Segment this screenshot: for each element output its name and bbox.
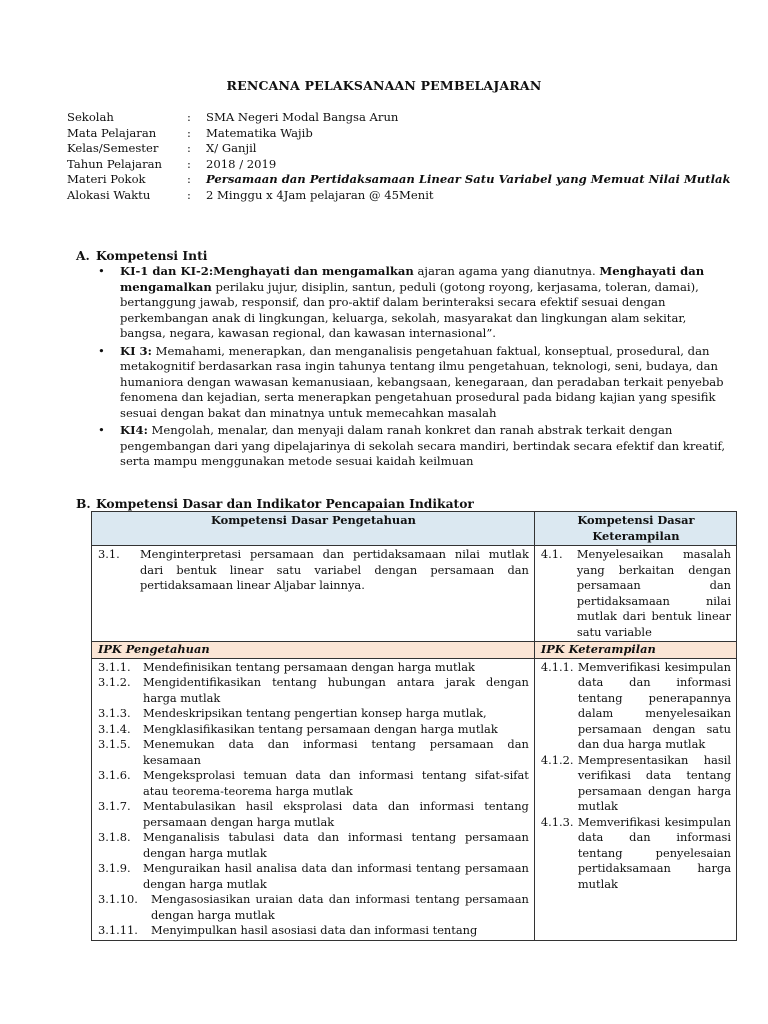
info-colon: : [187, 187, 191, 202]
kd-text: Menyelesaikan masalah yang berkaitan dengan persamaan dan pertidaksamaan nilai mutlak dari bentuk linear satu variable [576, 547, 731, 639]
ipk-number: 3.1.3. [98, 706, 131, 720]
ipk-item [98, 737, 529, 768]
competency-table [91, 511, 737, 941]
ipk-knowledge-label: IPK Pengetahuan [92, 642, 535, 659]
bullet-bold: Menghayati dan mengamalkan [120, 264, 705, 294]
ipk-number: 4.1.1. [540, 659, 574, 674]
info-block [67, 110, 733, 203]
table-header-skill: Kompetensi Dasar Keterampilan [534, 512, 736, 546]
ipk-text: Memverifikasi kesimpulan data dan informasi tentang penerapannya dalam menyelesaikan persamaan dengan satu dan dua harga mutlak [577, 659, 731, 751]
ipk-item [98, 675, 529, 706]
info-label: Alokasi Waktu [67, 187, 151, 202]
ipk-text: Mempresentasikan hasil verifikasi data tentang persamaan dengan harga mutlak [577, 752, 731, 813]
core-competency-list [98, 264, 732, 472]
table-cell [534, 546, 736, 642]
table-cell [534, 658, 736, 940]
bullet-lead: KI4: [120, 423, 148, 437]
list-item [98, 423, 732, 470]
ipk-text: Menguraikan hasil analisa data dan informasi tentang persamaan dengan harga mutlak [143, 861, 529, 891]
info-label: Sekolah [67, 110, 114, 124]
ipk-number: 3.1.4. [98, 721, 131, 736]
bullet-text: perilaku jujur, disiplin, santun, peduli (gotong royong, kerjasama, toleran, damai), bertanggung jawab, responsif, dan pro-aktif dalam berinteraksi secara efektif sesuai dengan perkembangan anak di lingkungan, keluarga, sekolah, masyarakat dan lingkungan alam sekitar, bangsa, negara, kawasan regional, dan kawasan internasional”. [120, 279, 699, 340]
section-title: Kompetensi Inti [96, 248, 208, 263]
bullet-icon: • [98, 423, 105, 437]
ipk-item [98, 799, 529, 830]
info-row-topic [67, 172, 733, 188]
document-title: RENCANA PELAKSANAAN PEMBELAJARAN [226, 78, 542, 93]
table-cell [92, 658, 535, 940]
bullet-icon: • [98, 264, 105, 278]
table-header-knowledge: Kompetensi Dasar Pengetahuan [92, 512, 535, 546]
list-item [98, 264, 732, 342]
ipk-number: 3.1.2. [98, 675, 131, 689]
kd-number: 4.1. [540, 547, 563, 561]
ipk-text: Mengklasifikasikan tentang persamaan dengan harga mutlak [143, 721, 498, 736]
info-label: Tahun Pelajaran [67, 156, 163, 171]
ipk-number: 3.1.9. [98, 861, 131, 875]
section-letter: B. [76, 496, 91, 511]
ipk-number: 3.1.7. [98, 799, 131, 813]
info-value: Persamaan dan Pertidaksamaan Linear Satu Variabel yang Memuat Nilai Mutlak [206, 172, 731, 186]
ipk-item [98, 706, 529, 722]
ipk-item [98, 768, 529, 799]
ipk-number: 3.1.5. [98, 737, 131, 751]
ipk-text: Mendeskripsikan tentang pengertian konsep harga mutlak, [143, 706, 487, 720]
info-label: Materi Pokok [67, 172, 146, 186]
table-row-ipk-heading [92, 642, 737, 659]
ipk-text: Mentabulasikan hasil eksprolasi data dan informasi tentang persamaan dengan harga mutlak [143, 799, 529, 829]
info-colon: : [187, 110, 191, 124]
bullet-text: Memahami, menerapkan, dan menganalisis pengetahuan faktual, konseptual, prosedural, dan metakognitif berdasarkan rasa ingin tahunya tentang ilmu pengetahuan, teknologi, seni, budaya, dan humaniora dengan wawasan kemanusiaan, kebangsaan, kenegaraan, dan peradaban terkait penyebab fenomena dan kejadian, serta menerapkan pengetahuan prosedural pada bidang kajian yang spesifik sesuai dengan bakat dan minatnya untuk memecahkan masalah [120, 343, 724, 420]
table-cell [92, 546, 535, 642]
kd-skill-item [541, 547, 731, 640]
info-row-subject [67, 126, 733, 142]
ipk-number: 3.1.6. [98, 768, 131, 782]
bullet-text: ajaran agama yang dianutnya. [413, 264, 600, 278]
ipk-item [541, 660, 731, 753]
ipk-text: Menyimpulkan hasil asosiasi data dan informasi tentang [151, 923, 478, 937]
ipk-text: Mengasosiasikan uraian data dan informasi tentang persamaan dengan harga mutlak [151, 892, 529, 922]
bullet-text: Mengolah, menalar, dan menyaji dalam ranah konkret dan ranah abstrak terkait dengan pengembangan dari yang dipelajarinya di sekolah secara mandiri, bertindak secara efektif dan kreatif, serta mampu menggunakan metode sesuai kaidah keilmuan [120, 423, 726, 468]
ipk-item [98, 892, 529, 923]
bullet-lead: KI-1 dan KI-2:Menghayati dan mengamalkan [120, 264, 414, 278]
ipk-number: 3.1.11. [98, 923, 138, 937]
info-label: Kelas/Semester [67, 141, 159, 155]
ipk-text: Mengidentifikasikan tentang hubungan antara jarak dengan harga mutlak [143, 675, 529, 705]
ipk-number: 3.1.10. [98, 892, 138, 906]
ipk-text: Menemukan data dan informasi tentang persamaan dan kesamaan [143, 737, 529, 767]
info-colon: : [187, 141, 191, 155]
kd-knowledge-item [98, 547, 529, 594]
table-header-row [92, 512, 737, 546]
info-row-time [67, 188, 733, 204]
info-value: X/ Ganjil [206, 141, 257, 155]
ipk-item [98, 830, 529, 861]
section-letter: A. [76, 248, 90, 263]
list-item [98, 344, 732, 422]
section-a-heading [76, 248, 207, 264]
ipk-item [98, 861, 529, 892]
ipk-text: Memverifikasi kesimpulan data dan informasi tentang penyelesaian pertidaksamaan harga mutlak [577, 814, 731, 891]
info-label: Mata Pelajaran [67, 125, 157, 140]
ipk-item [98, 722, 529, 738]
ipk-item [98, 660, 529, 676]
ipk-text: Menganalisis tabulasi data dan informasi tentang persamaan dengan harga mutlak [143, 830, 529, 860]
info-row-class [67, 141, 733, 157]
info-value: Matematika Wajib [206, 125, 313, 140]
info-row-school [67, 110, 733, 126]
ipk-number: 3.1.1. [98, 659, 131, 674]
ipk-skill-label: IPK Keterampilan [534, 642, 736, 659]
table-row [92, 546, 737, 642]
section-b-heading [76, 496, 474, 512]
ipk-text: Mendefinisikan tentang persamaan dengan harga mutlak [143, 659, 475, 674]
info-row-year [67, 157, 733, 173]
ipk-item [98, 923, 529, 939]
info-value: 2 Minggu x 4Jam pelajaran @ 45Menit [206, 187, 434, 202]
bullet-lead: KI 3: [120, 343, 152, 358]
ipk-number: 4.1.2. [540, 752, 574, 767]
table-row [92, 658, 737, 940]
bullet-icon: • [98, 343, 105, 358]
kd-number: 3.1. [98, 547, 120, 561]
section-title: Kompetensi Dasar dan Indikator Pencapaian Indikator [96, 496, 474, 511]
ipk-item [541, 753, 731, 815]
info-colon: : [187, 125, 191, 140]
info-value: 2018 / 2019 [206, 156, 277, 171]
ipk-item [541, 815, 731, 893]
ipk-number: 3.1.8. [98, 830, 131, 844]
info-colon: : [187, 156, 191, 171]
kd-text: Menginterpretasi persamaan dan pertidaksamaan nilai mutlak dari bentuk linear satu variabel dengan persamaan dan pertidaksamaan linear Aljabar lainnya. [140, 547, 529, 592]
ipk-number: 4.1.3. [540, 814, 574, 829]
ipk-text: Mengeksprolasi temuan data dan informasi tentang sifat-sifat atau teorema-teorema harga mutlak [143, 768, 529, 798]
info-value: SMA Negeri Modal Bangsa Arun [206, 110, 399, 124]
info-colon: : [187, 172, 191, 186]
